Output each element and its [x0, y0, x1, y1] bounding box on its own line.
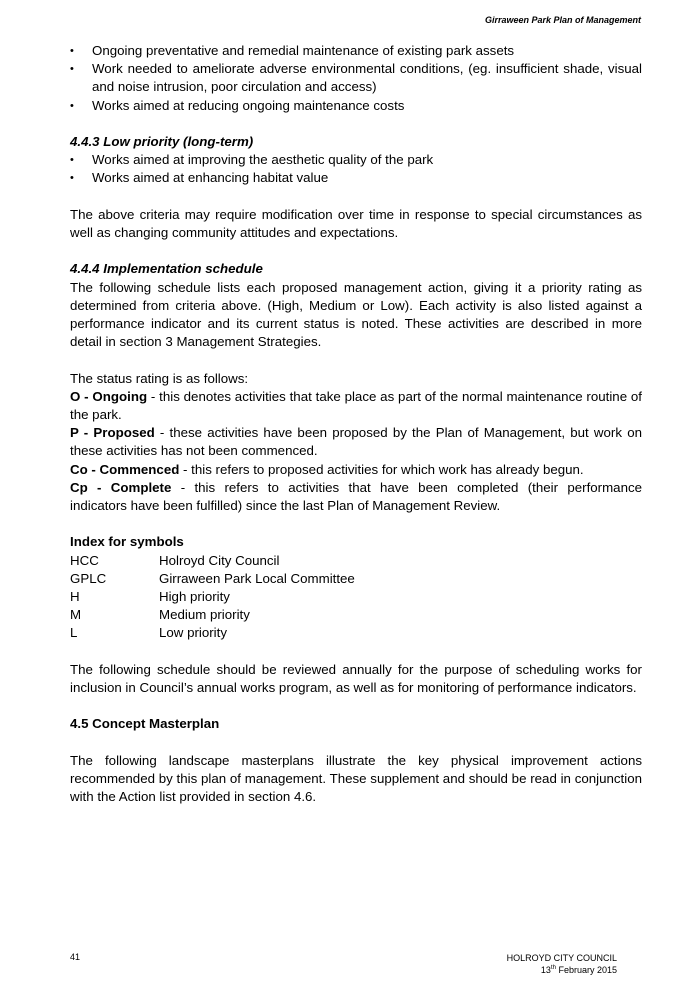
footer-date-suffix: th	[550, 965, 556, 971]
symbol-code: GPLC	[70, 570, 107, 586]
list-item: • Ongoing preventative and remedial maintenance of existing park assets	[70, 42, 642, 60]
status-text: - this refers to proposed activities for which work has already begun.	[179, 461, 584, 477]
list-item: • Works aimed at reducing ongoing maintenance costs	[70, 97, 642, 115]
bullet-list-top	[70, 42, 642, 115]
status-term: P - Proposed	[70, 425, 155, 441]
status-term: Cp - Complete	[70, 479, 172, 495]
symbol-meaning: Holroyd City Council	[159, 552, 280, 568]
status-item-complete	[70, 479, 646, 515]
footer-council: HOLROYD CITY COUNCIL	[506, 953, 617, 963]
footer-info	[507, 952, 617, 976]
implementation-paragraph: The following schedule lists each proposed management action, giving it a priority rating as determined from criteria above. (High, Medium or Low). Each activity is also listed against a performance indicator and its current status is noted. These activities are described in more detail in section 3 Management Strategies.	[70, 279, 642, 350]
status-intro: The status rating is as follows:	[70, 370, 249, 386]
status-item-proposed	[70, 424, 642, 460]
status-item-commenced	[70, 461, 642, 479]
section-heading-masterplan: 4.5 Concept Masterplan	[70, 716, 220, 732]
section-heading-implementation: 4.4.4 Implementation schedule	[70, 261, 263, 277]
status-item-ongoing	[70, 388, 642, 424]
symbol-code: H	[70, 589, 80, 605]
symbol-row	[70, 606, 642, 624]
symbol-code: HCC	[70, 552, 99, 568]
symbol-meaning: Low priority	[159, 625, 227, 641]
symbol-row	[70, 624, 642, 642]
page-number: 41	[70, 952, 81, 962]
symbol-row	[70, 552, 642, 570]
footer-date-day: 13	[540, 965, 551, 975]
symbol-row	[70, 570, 642, 588]
status-term: Co - Commenced	[70, 461, 180, 477]
symbol-meaning: Medium priority	[159, 607, 250, 623]
symbol-code: M	[70, 607, 82, 623]
symbols-heading: Index for symbols	[70, 534, 184, 550]
status-term: O - Ongoing	[70, 388, 148, 404]
bullet-list-low-priority	[70, 151, 642, 187]
masterplan-paragraph: The following landscape masterplans illustrate the key physical improvement actions recommended by this plan of management. These supplement and should be read in conjunction with the Action list provided in section 4.6.	[70, 752, 642, 805]
symbol-code: L	[70, 625, 78, 641]
list-item: • Works aimed at improving the aesthetic quality of the park	[70, 151, 642, 169]
page-body	[70, 42, 646, 806]
list-item: • Work needed to ameliorate adverse environmental conditions, (eg. insufficient shade, visual and noise intrusion, poor circulation and access)	[70, 60, 642, 96]
footer-date	[507, 964, 617, 976]
status-text: - this refers to activities that have been completed (their performance indicators have been fulfilled) since the last Plan of Management Review.	[70, 479, 646, 514]
symbol-row	[70, 588, 642, 606]
symbol-meaning: High priority	[159, 589, 230, 605]
status-text: - these activities have been proposed by the Plan of Management, but work on these activities has not been commenced.	[70, 425, 642, 459]
criteria-paragraph: The above criteria may require modification over time in response to special circumstances as well as changing community attitudes and expectations.	[70, 206, 642, 240]
running-header: Girraween Park Plan of Management	[484, 15, 641, 25]
section-heading-low-priority: 4.4.3 Low priority (long-term)	[70, 134, 254, 149]
footer-date-rest: February 2015	[555, 965, 617, 975]
list-item: • Works aimed at enhancing habitat value	[70, 169, 642, 187]
schedule-paragraph: The following schedule should be reviewed annually for the purpose of scheduling works for inclusion in Council’s annual works program, as well as for monitoring of performance indicators.	[70, 661, 642, 696]
symbols-table	[70, 552, 642, 643]
status-text: - this denotes activities that take place as part of the normal maintenance routine of the park.	[70, 388, 643, 422]
symbol-meaning: Girraween Park Local Committee	[159, 570, 355, 586]
